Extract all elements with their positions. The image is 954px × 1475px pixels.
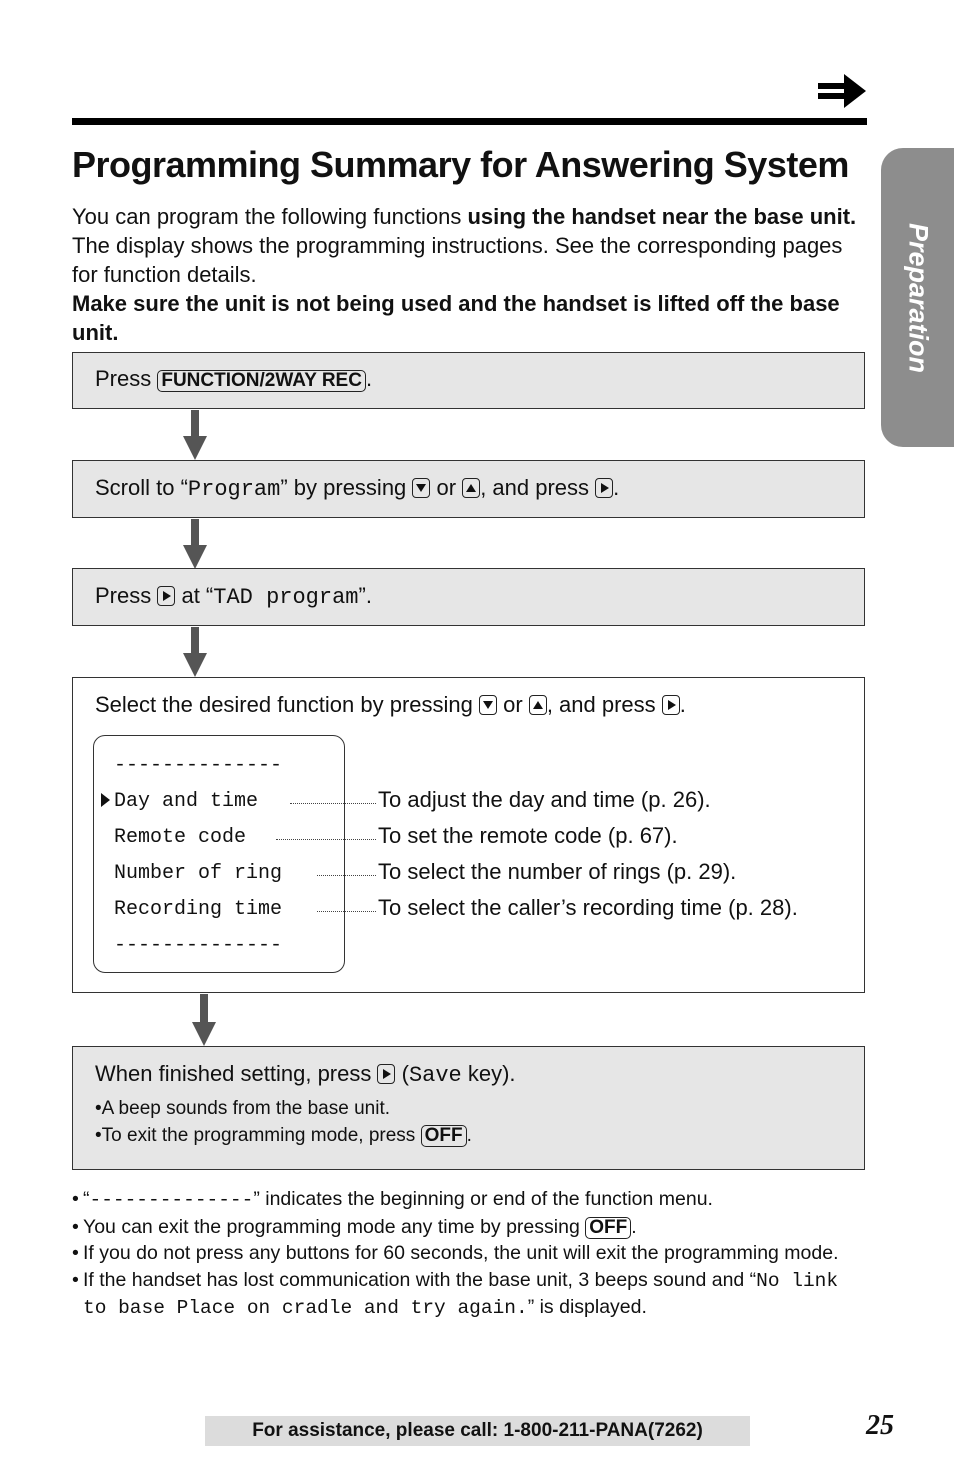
step-4-text xyxy=(73,678,864,718)
note-2 xyxy=(72,1214,872,1241)
step-5-bullet-1: •A beep sounds from the base unit. xyxy=(95,1098,391,1119)
program-menu-text: Program xyxy=(187,477,281,502)
step-2-by: ” by pressing xyxy=(280,475,413,500)
down-button-icon xyxy=(479,695,497,715)
right-button-icon xyxy=(157,586,175,606)
note-4 xyxy=(72,1267,872,1322)
function-2way-rec-key: FUNCTION/2WAY REC xyxy=(157,370,366,392)
desc-recording-time: To select the caller’s recording time (p. 28). xyxy=(378,895,798,920)
step-3-at: at “ xyxy=(175,583,214,608)
save-key-text: Save xyxy=(408,1063,462,1088)
note-1-text: ” indicates the beginning or end of the function menu. xyxy=(253,1188,713,1210)
step-1-text xyxy=(73,353,864,392)
up-button-icon xyxy=(462,478,480,498)
off-key: OFF xyxy=(585,1217,631,1239)
step-2-scroll: Scroll to “ xyxy=(95,475,188,500)
cursor-icon xyxy=(101,793,110,807)
step-3-text xyxy=(73,569,864,611)
step-5-when: When finished setting, press xyxy=(95,1061,378,1086)
step-3-press: Press xyxy=(95,583,158,608)
step-5-key: key). xyxy=(461,1061,516,1086)
step-5-text xyxy=(73,1047,864,1089)
flow-arrow-4 xyxy=(192,994,216,1046)
intro-text-2: The display shows the programming instructions. See the corresponding pages for function details. xyxy=(72,233,843,287)
leader-dots xyxy=(276,839,376,840)
section-tab xyxy=(881,148,954,447)
intro-text-1: You can program the following functions xyxy=(72,204,468,229)
desc-remote-code: To set the remote code (p. 67). xyxy=(378,823,678,848)
desc-number-of-ring: To select the number of rings (p. 29). xyxy=(378,859,737,884)
handset-display xyxy=(93,735,345,973)
step-5-exit: •To exit the programming mode, press xyxy=(95,1125,421,1146)
note-1-dashes: -------------- xyxy=(89,1189,254,1211)
step-5-period: . xyxy=(466,1125,472,1146)
step-1-period: . xyxy=(365,366,373,391)
step-2-or: or xyxy=(430,475,463,500)
step-4-or: or xyxy=(497,692,529,717)
step-2-text xyxy=(73,461,864,503)
flow-arrow-2 xyxy=(183,519,207,569)
right-button-icon xyxy=(595,478,613,498)
leader-dots xyxy=(317,875,376,876)
step-3-end: ”. xyxy=(358,583,372,608)
intro-emphasis: using the handset near the base unit. xyxy=(467,204,857,229)
menu-border-top: -------------- xyxy=(114,754,283,777)
page-title: Programming Summary for Answering System xyxy=(72,144,849,185)
right-arrow-icon xyxy=(818,74,866,108)
note-1 xyxy=(72,1186,872,1214)
intro-warning: Make sure the unit is not being used and the handset is lifted off the base unit. xyxy=(72,291,840,345)
flow-arrow-1 xyxy=(183,410,207,460)
step-1-press: Press xyxy=(95,366,158,391)
menu-item-day-and-time: Day and time xyxy=(114,790,259,813)
note-3: • If you do not press any buttons for 60 seconds, the unit will exit the programming mode. xyxy=(72,1240,872,1267)
step-1-box xyxy=(72,352,865,409)
tad-program-text: TAD program xyxy=(213,585,359,610)
menu-item-remote-code: Remote code xyxy=(114,826,247,849)
step-5-box xyxy=(72,1046,865,1170)
leader-dots xyxy=(290,803,376,804)
right-button-icon xyxy=(662,695,680,715)
note-2-period: . xyxy=(631,1215,637,1238)
menu-item-number-of-ring: Number of ring xyxy=(114,862,283,885)
step-5-paren: ( xyxy=(395,1061,409,1086)
step-5-bullet-2 xyxy=(73,1125,864,1147)
desc-day-and-time: To adjust the day and time (p. 26). xyxy=(378,787,711,812)
page-number: 25 xyxy=(866,1410,894,1441)
up-button-icon xyxy=(529,695,547,715)
step-4-period: . xyxy=(679,692,686,717)
note-4-text: If the handset has lost communication with the base unit, 3 beeps sound and “ xyxy=(83,1268,757,1291)
right-button-icon xyxy=(377,1064,395,1084)
flow-arrow-3 xyxy=(183,627,207,677)
down-button-icon xyxy=(412,478,430,498)
notes-list xyxy=(72,1186,872,1322)
step-4-and: , and press xyxy=(546,692,662,717)
section-tab-label: Preparation xyxy=(903,222,933,373)
step-3-box xyxy=(72,568,865,626)
intro-text xyxy=(72,202,864,347)
header-rule xyxy=(72,118,867,125)
off-key: OFF xyxy=(421,1125,467,1147)
note-4-message: No link to base Place on cradle and try again. xyxy=(83,1269,839,1319)
note-1-quote: “ xyxy=(83,1188,90,1210)
leader-dots xyxy=(317,911,376,912)
step-2-box xyxy=(72,460,865,518)
menu-item-recording-time: Recording time xyxy=(114,898,283,921)
menu-border-bottom: -------------- xyxy=(114,934,283,957)
step-2-and: , and press xyxy=(480,475,596,500)
note-4-end: ” is displayed. xyxy=(527,1296,647,1318)
note-2-text: You can exit the programming mode any time by pressing xyxy=(83,1215,586,1238)
step-4-select: Select the desired function by pressing xyxy=(95,692,480,717)
assistance-footer: For assistance, please call: 1-800-211-PANA(7262) xyxy=(205,1416,750,1446)
step-2-period: . xyxy=(613,475,620,500)
